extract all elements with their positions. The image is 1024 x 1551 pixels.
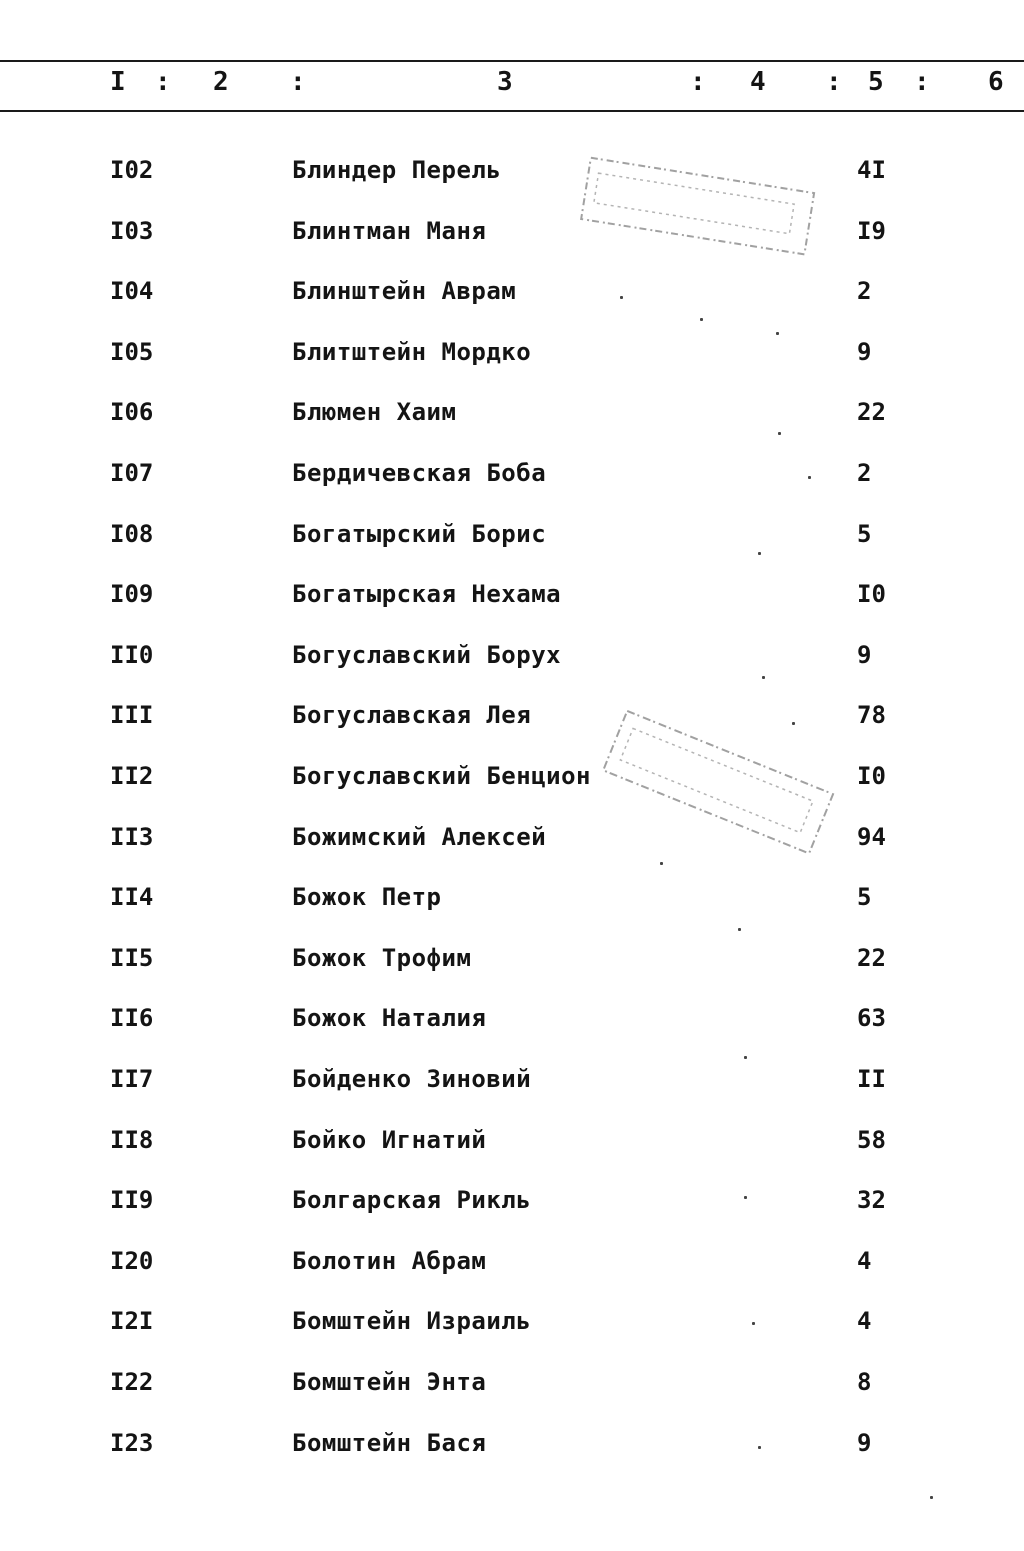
row-number: II5 <box>110 943 154 972</box>
table-row <box>0 877 1024 917</box>
person-name: Божок Наталия <box>292 1004 487 1033</box>
scan-speck <box>930 1496 933 1499</box>
table-row <box>0 938 1024 978</box>
row-number: II7 <box>110 1065 154 1093</box>
row-count: 32 <box>857 1186 886 1215</box>
header-top-rule <box>0 60 1024 62</box>
column-header-3: 3 <box>497 67 513 97</box>
column-separator: : <box>290 67 306 97</box>
archive-stamp-mark <box>572 155 822 265</box>
row-number: II9 <box>110 1186 154 1215</box>
person-name: Болотин Абрам <box>292 1246 487 1275</box>
person-name: Богуславский Борух <box>292 640 562 669</box>
row-count: 9 <box>857 1428 872 1457</box>
archive-stamp-mark <box>592 700 842 870</box>
row-count: 63 <box>857 1004 886 1033</box>
person-name: Божимский Алексей <box>292 822 547 851</box>
row-number: I23 <box>110 1428 154 1457</box>
table-row <box>0 695 1024 735</box>
row-count: I0 <box>857 762 886 790</box>
row-number: I09 <box>110 580 154 609</box>
table-row <box>0 1241 1024 1281</box>
table-row <box>0 1301 1024 1341</box>
person-name: Блиндер Перель <box>292 156 502 184</box>
table-row <box>0 1180 1024 1220</box>
person-name: Блинштейн Аврам <box>292 277 517 306</box>
person-name: Блюмен Хаим <box>292 398 457 427</box>
row-count: 9 <box>857 640 872 669</box>
row-number: II4 <box>110 883 154 912</box>
scan-speck <box>758 552 761 555</box>
table-row <box>0 271 1024 311</box>
person-name: Бомштейн Израиль <box>292 1307 532 1336</box>
scan-speck <box>744 1196 747 1199</box>
person-name: Богуславский Бенцион <box>292 762 591 790</box>
scan-speck <box>744 1056 747 1059</box>
row-number: I06 <box>110 398 154 427</box>
column-header-2: 2 <box>213 67 229 97</box>
row-count: 4 <box>857 1307 872 1336</box>
column-header-5: 5 <box>868 67 884 97</box>
scan-speck <box>778 432 781 435</box>
person-name: Бердичевская Боба <box>292 459 547 487</box>
table-row <box>0 1362 1024 1402</box>
person-name: Бомштейн Энта <box>292 1368 487 1396</box>
table-row <box>0 817 1024 857</box>
scan-speck <box>792 722 795 725</box>
row-number: II8 <box>110 1125 154 1154</box>
column-separator: : <box>826 67 842 97</box>
table-row <box>0 756 1024 796</box>
row-count: 78 <box>857 701 886 730</box>
row-number: II6 <box>110 1004 154 1033</box>
row-count: 22 <box>857 943 886 972</box>
row-count: 58 <box>857 1125 886 1154</box>
table-row <box>0 392 1024 432</box>
row-count: I0 <box>857 580 886 609</box>
table-row <box>0 635 1024 675</box>
row-number: I05 <box>110 337 154 366</box>
header-bottom-rule <box>0 110 1024 112</box>
row-number: I07 <box>110 459 154 487</box>
column-separator: : <box>690 67 706 97</box>
table-row <box>0 514 1024 554</box>
table-row <box>0 453 1024 493</box>
row-number: I04 <box>110 277 154 306</box>
row-count: 9 <box>857 337 872 366</box>
column-header-6: 6 <box>988 67 1004 97</box>
scan-speck <box>762 676 765 679</box>
scan-speck <box>758 1446 761 1449</box>
column-separator: : <box>155 67 171 97</box>
row-count: 5 <box>857 519 872 548</box>
row-number: I22 <box>110 1368 154 1396</box>
row-count: 5 <box>857 883 872 912</box>
person-name: Болгарская Рикль <box>292 1186 532 1215</box>
scan-speck <box>700 318 703 321</box>
row-number: II3 <box>110 822 154 851</box>
table-row <box>0 998 1024 1038</box>
row-count: 94 <box>857 822 886 851</box>
person-name: Бойденко Зиновий <box>292 1065 532 1093</box>
row-count: 4I <box>857 156 886 184</box>
table-row <box>0 1423 1024 1463</box>
scan-speck <box>808 476 811 479</box>
row-number: I2I <box>110 1307 154 1336</box>
row-count: II <box>857 1065 886 1093</box>
row-count: I9 <box>857 216 886 245</box>
scan-speck <box>620 296 623 299</box>
column-header-4: 4 <box>750 67 766 97</box>
person-name: Блинтман Маня <box>292 216 487 245</box>
row-count: 2 <box>857 459 872 487</box>
row-count: 8 <box>857 1368 872 1396</box>
column-header-1: I <box>110 67 126 97</box>
person-name: Бойко Игнатий <box>292 1125 487 1154</box>
person-name: Бомштейн Бася <box>292 1428 487 1457</box>
row-number: I20 <box>110 1246 154 1275</box>
row-number: III <box>110 701 154 730</box>
table-row <box>0 574 1024 614</box>
column-separator: : <box>914 67 930 97</box>
table-row <box>0 1120 1024 1160</box>
row-number: I03 <box>110 216 154 245</box>
scan-speck <box>738 928 741 931</box>
row-number: I08 <box>110 519 154 548</box>
table-row <box>0 1059 1024 1099</box>
person-name: Божок Петр <box>292 883 442 912</box>
table-row <box>0 150 1024 190</box>
row-count: 22 <box>857 398 886 427</box>
row-number: II2 <box>110 762 154 790</box>
person-name: Богатырский Борис <box>292 519 547 548</box>
person-name: Богатырская Нехама <box>292 580 562 609</box>
scan-speck <box>752 1322 755 1325</box>
row-count: 2 <box>857 277 872 306</box>
row-number: I02 <box>110 156 154 184</box>
person-name: Божок Трофим <box>292 943 472 972</box>
row-count: 4 <box>857 1246 872 1275</box>
table-row <box>0 332 1024 372</box>
person-name: Богуславская Лея <box>292 701 532 730</box>
scan-speck <box>660 862 663 865</box>
person-name: Блитштейн Мордко <box>292 337 532 366</box>
row-number: II0 <box>110 640 154 669</box>
table-row <box>0 211 1024 251</box>
scan-speck <box>776 332 779 335</box>
